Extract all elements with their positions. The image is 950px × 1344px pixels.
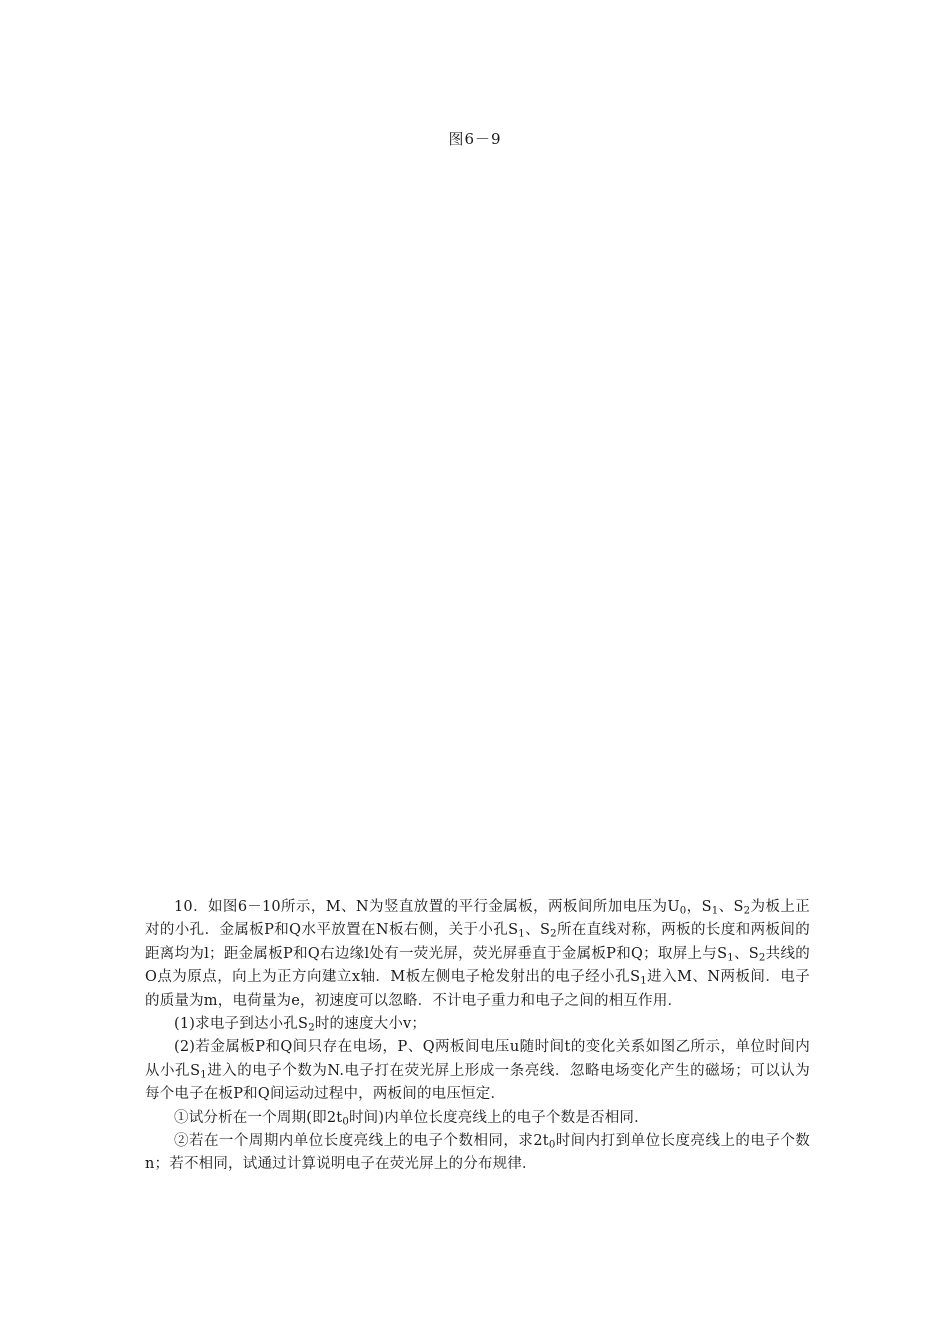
text-run: 为板上正对的小孔．金属板P和Q水平放置在N板右侧，关于小孔S (145, 899, 810, 939)
text-run: ①试分析在一个周期(即2t (174, 1109, 343, 1126)
text-run: 、S (524, 922, 551, 939)
subscript: 1 (200, 1069, 207, 1081)
text-run: 进入的电子个数为N.电子打在荧光屏上形成一条亮线．忽略电场变化产生的磁场；可以认为每个电子在板P和Q间运动过程中，两板间的电压恒定． (145, 1062, 810, 1103)
subscript: 1 (518, 928, 525, 940)
text-run: 共线的O点为原点，向上为正方向建立x轴．M板左侧电子枪发射出的电子经小孔S (145, 945, 810, 986)
text-run: (1)求电子到达小孔S (174, 1016, 309, 1033)
text-run: 进入M、N两板间．电子的质量为m，电荷量为e，初速度可以忽略．不计电子重力和电子之间的相互作用． (145, 969, 810, 1009)
text-run: 时的速度大小v； (314, 1016, 427, 1033)
subscript: 1 (640, 975, 647, 987)
subscript: 0 (342, 1116, 349, 1128)
text-run: ②若在一个周期内单位长度亮线上的电子个数相同，求2t (174, 1133, 549, 1150)
subscript: 1 (711, 905, 719, 917)
subscript: 0 (679, 905, 687, 917)
subscript: 2 (308, 1022, 315, 1034)
problem-10 (145, 896, 810, 1177)
subscript: 2 (743, 905, 751, 917)
subscript: 2 (758, 952, 766, 964)
text-run: 、S (733, 945, 759, 962)
question-2-part-2 (145, 1130, 810, 1177)
text-run: 、S (718, 899, 744, 915)
text-run: (2)若金属板P和Q间只存在电场，P、Q两板间电压u随时间t的变化关系如图乙所示，单位时间内从小孔S (145, 1039, 810, 1079)
text-run: 所在直线对称，两板的长度和两板间的距离均为l；距金属板P和Q右边缘l处有一荧光屏，荧光屏垂直于金属板P和Q；取屏上与S (145, 922, 810, 962)
question-1 (145, 1013, 810, 1036)
question-2 (145, 1036, 810, 1106)
subscript: 2 (550, 928, 557, 940)
subscript: 1 (727, 952, 734, 964)
problem-intro (145, 896, 810, 1013)
question-2-part-1 (145, 1107, 810, 1130)
text-run: ，S (686, 899, 712, 915)
figure-caption: 图6－9 (448, 130, 502, 148)
text-run: 时间内打到单位长度亮线上的电子个数n；若不相同，试通过计算说明电子在荧光屏上的分布规律． (145, 1133, 811, 1173)
text-run: 10．如图6－10所示，M、N为竖直放置的平行金属板，两板间所加电压为U (174, 899, 680, 915)
text-run: 时间)内单位长度亮线上的电子个数是否相同． (348, 1109, 649, 1126)
subscript: 0 (548, 1139, 556, 1151)
